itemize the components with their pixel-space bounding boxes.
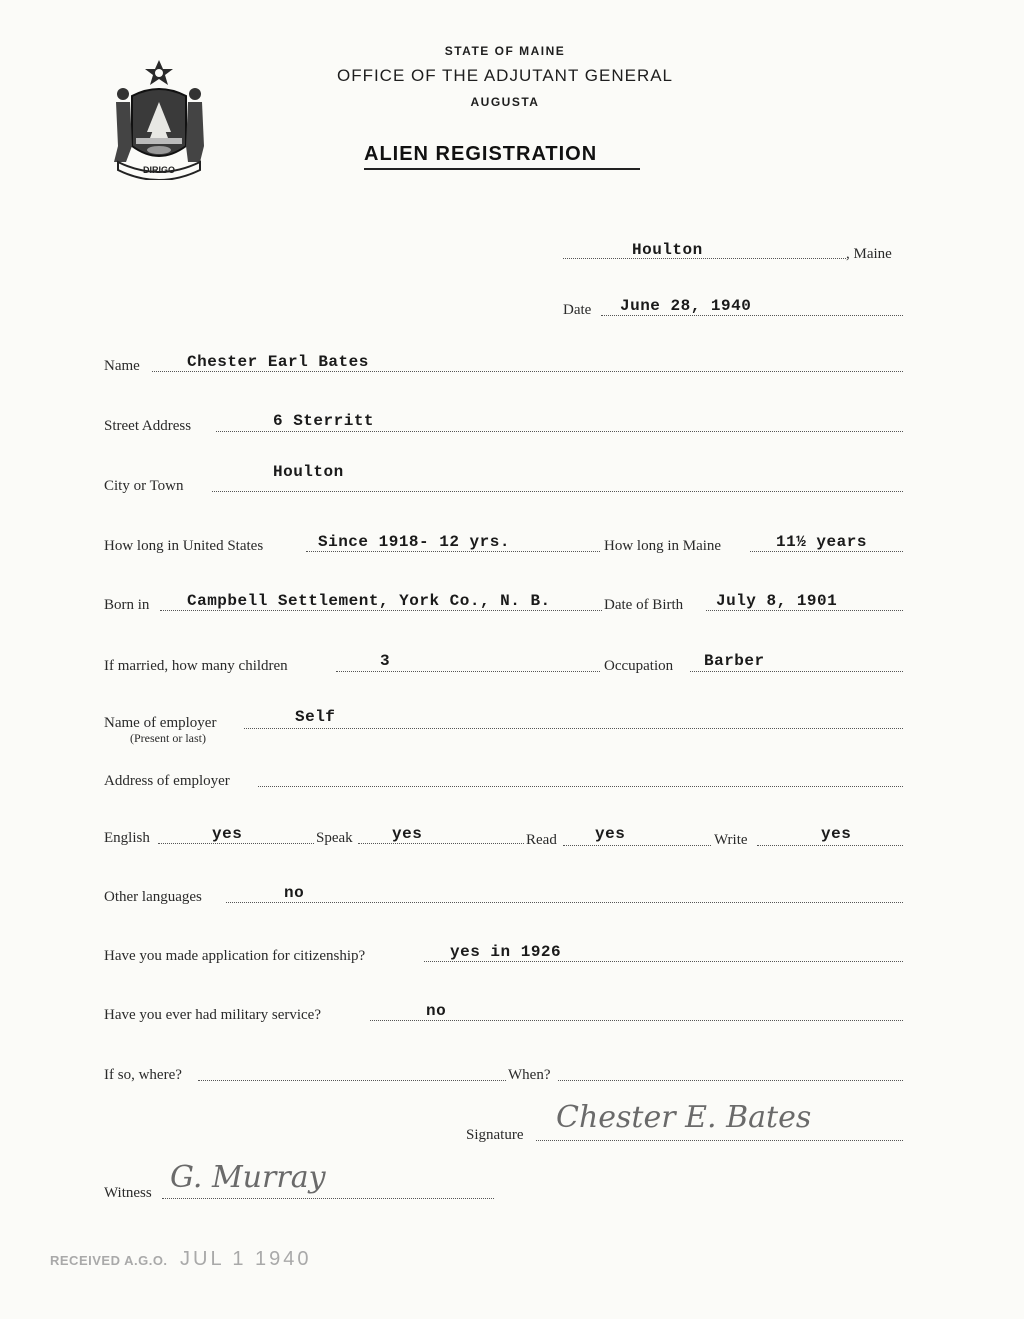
dob-value: July 8, 1901: [716, 592, 838, 610]
when-dots: [558, 1080, 903, 1081]
signature-label: Signature: [466, 1127, 524, 1143]
received-stamp-date: JUL 1 1940: [180, 1248, 312, 1270]
place-value: Houlton: [632, 241, 703, 259]
employer-dots: [244, 728, 903, 729]
header-city: AUGUSTA: [470, 95, 540, 109]
signature-dots: [536, 1140, 903, 1141]
street-value: 6 Sterritt: [273, 412, 375, 430]
citizenship-dots: [424, 961, 903, 962]
write-dots: [757, 845, 903, 846]
occupation-label: Occupation: [604, 658, 674, 674]
date-label: Date: [563, 302, 592, 318]
where-label: If so, where?: [104, 1067, 182, 1083]
occupation-value: Barber: [704, 652, 765, 670]
employer-address-label: Address of employer: [104, 773, 230, 789]
other-languages-dots: [226, 902, 903, 903]
city-label: City or Town: [104, 478, 184, 494]
long-maine-value: 11½ years: [776, 533, 867, 551]
name-dots: [152, 371, 903, 372]
witness-dots: [162, 1198, 494, 1199]
witness-label: Witness: [104, 1185, 152, 1201]
long-us-dots: [306, 551, 600, 552]
place-dots: [563, 258, 846, 259]
dob-dots: [706, 610, 903, 611]
children-dots: [336, 671, 600, 672]
long-maine-dots: [750, 551, 903, 552]
received-stamp-text: RECEIVED A.G.O.: [50, 1253, 168, 1268]
military-value: no: [426, 1002, 447, 1020]
name-label: Name: [104, 358, 140, 374]
date-dots: [601, 315, 903, 316]
citizenship-value: yes in 1926: [450, 943, 562, 961]
other-languages-label: Other languages: [104, 889, 202, 905]
seal-motto: DIRIGO: [142, 165, 176, 175]
header-state: STATE OF MAINE: [444, 44, 566, 58]
read-dots: [563, 845, 711, 846]
city-value: Houlton: [273, 463, 344, 481]
street-dots: [216, 431, 903, 432]
english-dots: [158, 843, 314, 844]
employer-sublabel: (Present or last): [130, 731, 206, 745]
speak-dots: [358, 843, 524, 844]
other-languages-value: no: [284, 884, 305, 902]
military-dots: [370, 1020, 903, 1021]
long-us-label: How long in United States: [104, 538, 264, 554]
witness-handwriting: G. Murray: [170, 1160, 326, 1195]
employer-label: Name of employer: [104, 715, 217, 731]
received-stamp: [50, 1248, 312, 1271]
occupation-dots: [690, 671, 903, 672]
date-value: June 28, 1940: [620, 297, 752, 315]
children-value: 3: [380, 652, 391, 670]
english-value: yes: [212, 825, 243, 843]
when-label: When?: [508, 1067, 551, 1083]
write-value: yes: [821, 825, 852, 843]
place-suffix: , Maine: [846, 246, 892, 262]
write-label: Write: [714, 832, 748, 848]
long-maine-label: How long in Maine: [604, 538, 722, 554]
header-office: OFFICE OF THE ADJUTANT GENERAL: [336, 66, 674, 85]
born-label: Born in: [104, 597, 150, 613]
street-label: Street Address: [104, 418, 192, 434]
long-us-value: Since 1918- 12 yrs.: [318, 533, 510, 551]
city-dots: [212, 491, 903, 492]
military-label: Have you ever had military service?: [104, 1007, 321, 1023]
where-dots: [198, 1080, 506, 1081]
signature-handwriting: Chester E. Bates: [556, 1100, 812, 1135]
title-underline: [364, 168, 640, 170]
children-label: If married, how many children: [104, 658, 288, 674]
born-dots: [160, 610, 602, 611]
read-value: yes: [595, 825, 626, 843]
english-label: English: [104, 830, 150, 846]
speak-value: yes: [392, 825, 423, 843]
dob-label: Date of Birth: [604, 597, 684, 613]
citizenship-label: Have you made application for citizenship?: [104, 948, 366, 964]
employer-address-dots: [258, 786, 903, 787]
read-label: Read: [526, 832, 557, 848]
speak-label: Speak: [316, 830, 353, 846]
page-title: ALIEN REGISTRATION: [364, 143, 598, 165]
name-value: Chester Earl Bates: [187, 353, 369, 371]
employer-value: Self: [295, 708, 336, 726]
born-value: Campbell Settlement, York Co., N. B.: [187, 592, 551, 610]
